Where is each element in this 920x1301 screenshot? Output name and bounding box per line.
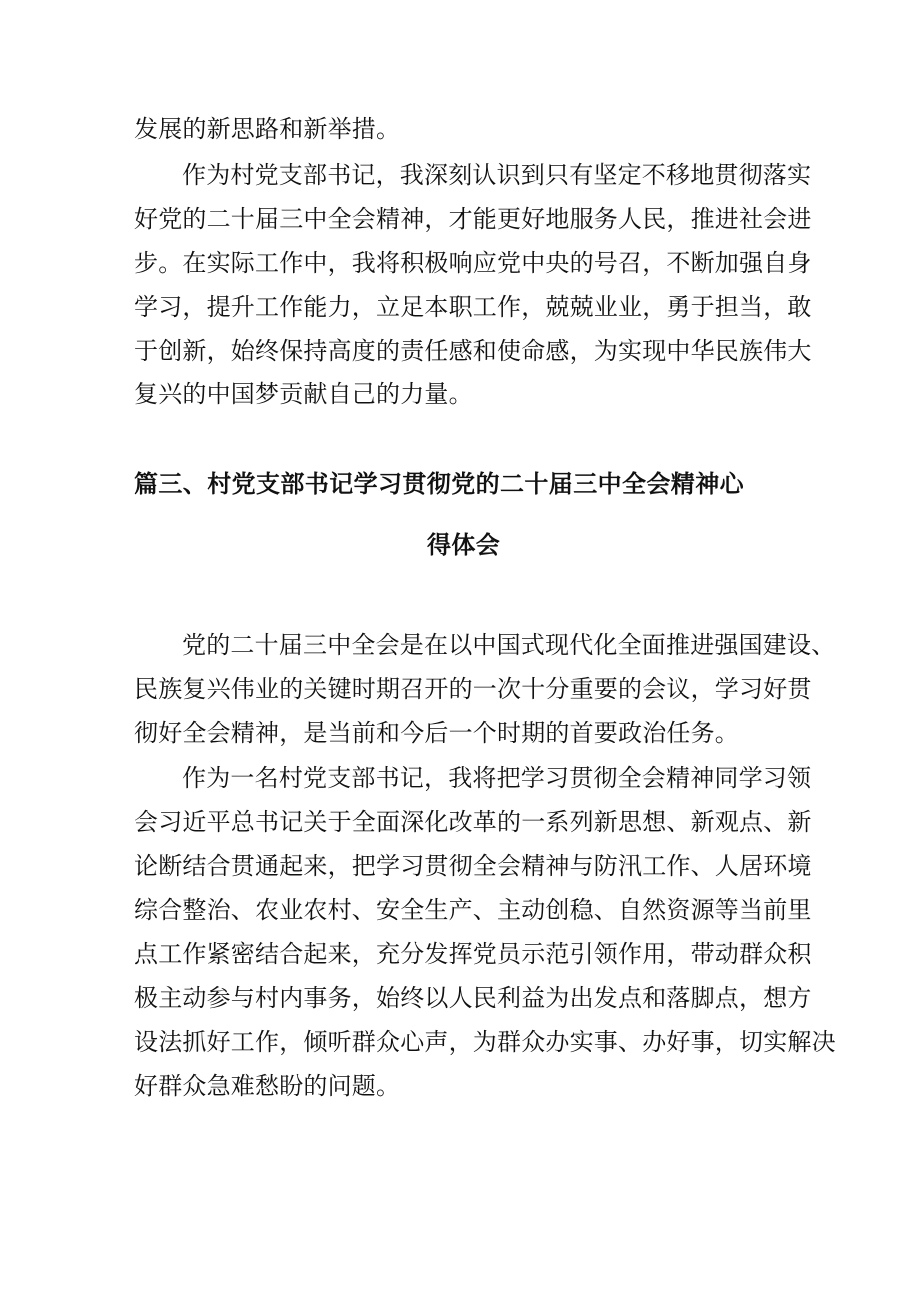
paragraph-line: 设法抓好工作，倾听群众心声，为群众办实事、办好事，切实解决: [134, 1028, 836, 1056]
paragraph-line: 会习近平总书记关于全面深化改革的一系列新思想、新观点、新: [134, 808, 812, 836]
paragraph-line: 极主动参与村内事务，始终以人民利益为出发点和落脚点，想方: [134, 984, 812, 1012]
paragraph-line: 发展的新思路和新举措。: [134, 115, 401, 143]
paragraph-line: 作为一名村党支部书记，我将把学习贯彻全会精神同学习领: [182, 764, 812, 792]
paragraph-line: 彻好全会精神，是当前和今后一个时期的首要政治任务。: [134, 719, 739, 747]
paragraph-line: 好党的二十届三中全会精神，才能更好地服务人民，推进社会进: [134, 205, 812, 233]
paragraph-line: 点工作紧密结合起来，充分发挥党员示范引领作用，带动群众积: [134, 940, 812, 968]
paragraph-line: 论断结合贯通起来，把学习贯彻全会精神与防汛工作、人居环境: [134, 852, 812, 880]
paragraph-line: 作为村党支部书记，我深刻认识到只有坚定不移地贯彻落实: [182, 161, 812, 189]
paragraph-line: 步。在实际工作中，我将积极响应党中央的号召，不断加强自身: [134, 249, 812, 277]
paragraph-line: 党的二十届三中全会是在以中国式现代化全面推进强国建设、: [182, 631, 836, 659]
paragraph-line: 于创新，始终保持高度的责任感和使命感，为实现中华民族伟大: [134, 337, 812, 365]
section-title-line-1: 篇三、村党支部书记学习贯彻党的二十届三中全会精神心: [134, 470, 744, 498]
section-title-line-2: 得体会: [427, 531, 501, 559]
paragraph-line: 学习，提升工作能力，立足本职工作，兢兢业业，勇于担当，敢: [134, 293, 812, 321]
paragraph-line: 好群众急难愁盼的问题。: [134, 1072, 401, 1100]
paragraph-line: 综合整治、农业农村、安全生产、主动创稳、自然资源等当前里: [134, 896, 812, 924]
paragraph-line: 复兴的中国梦贡献自己的力量。: [134, 380, 473, 408]
paragraph-line: 民族复兴伟业的关键时期召开的一次十分重要的会议，学习好贯: [134, 675, 812, 703]
